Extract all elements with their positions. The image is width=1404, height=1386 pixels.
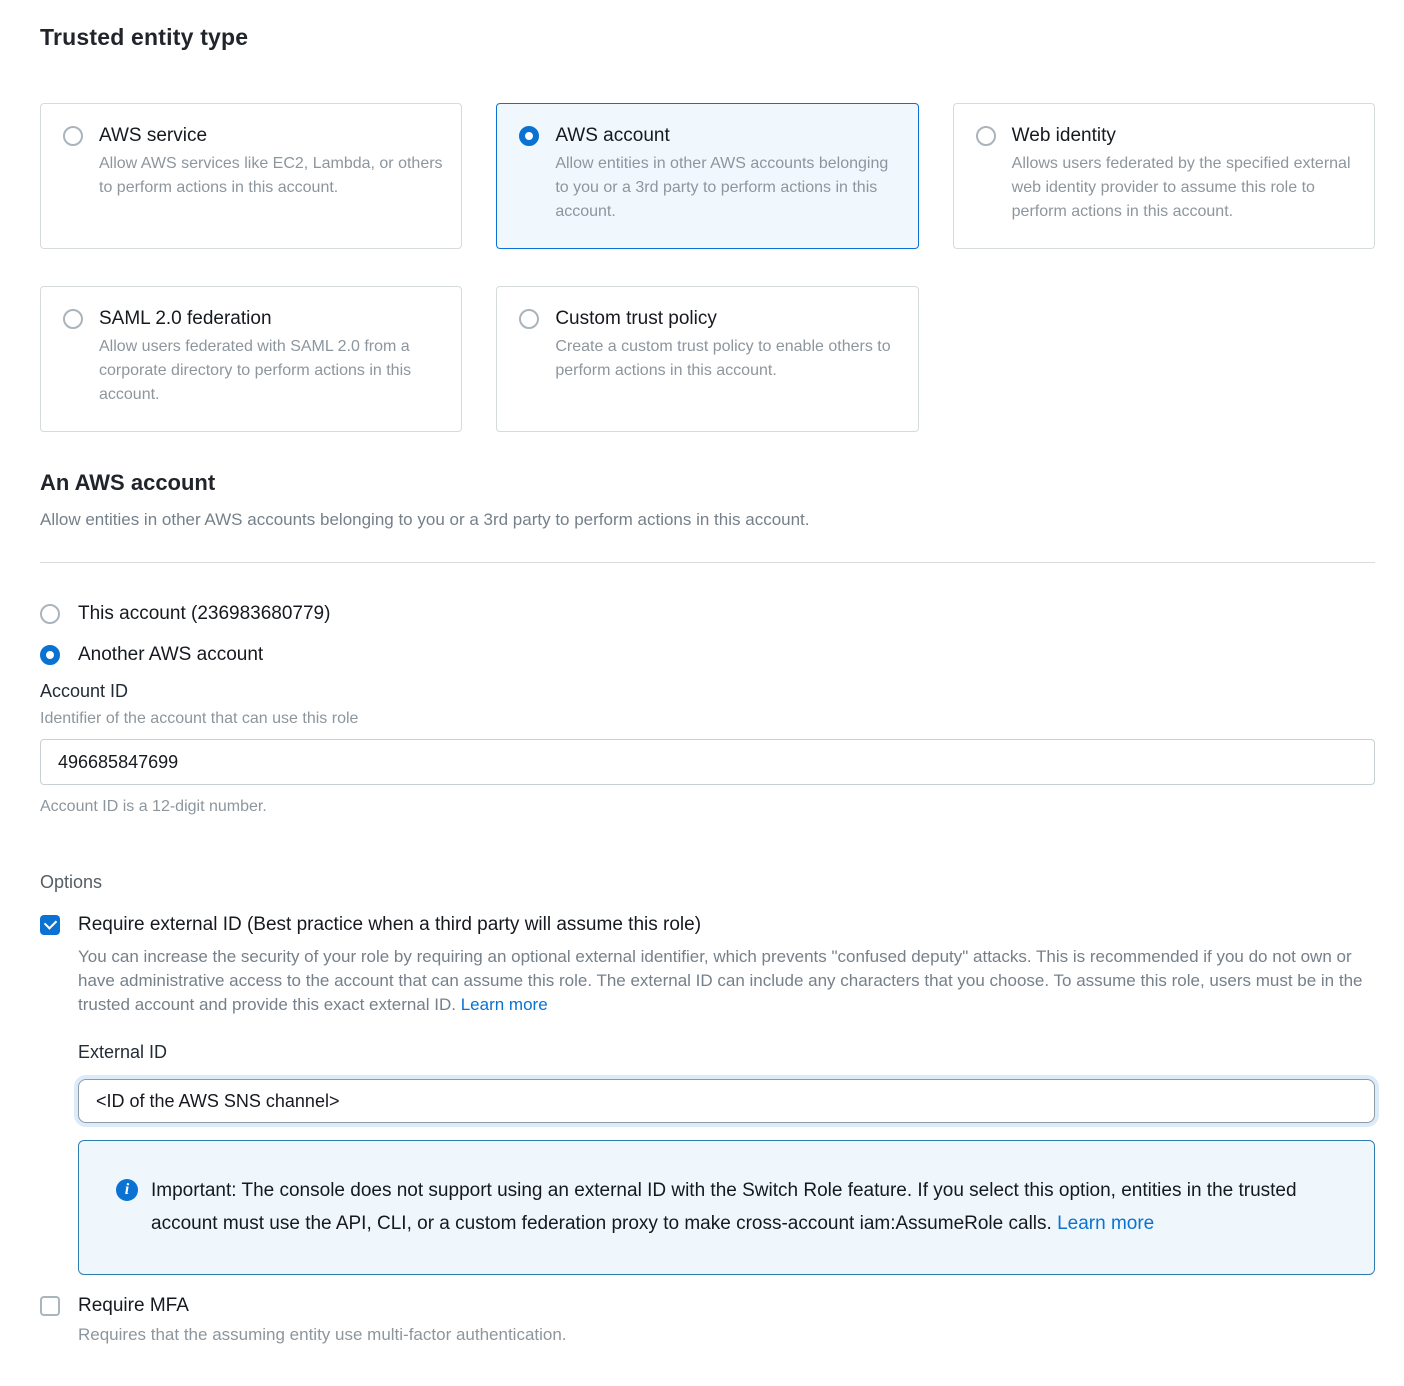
info-alert-learn-more-link[interactable]: Learn more [1057,1213,1155,1234]
account-id-hint: Identifier of the account that can use this role [40,710,359,727]
external-id-info-alert [78,1140,1375,1275]
entity-card-aws-service-body [99,126,443,200]
radio-this-account-label: This account (236983680779) [78,603,331,624]
entity-card-description: Allows users federated by the specified external web identity provider to assume this role to perform actions in this account. [1011,155,1351,220]
options-heading: Options [40,872,103,892]
entity-card-web-identity-body [1012,126,1356,224]
account-id-helper: Account ID is a 12-digit number. [40,798,267,815]
info-icon: i [116,1179,138,1201]
external-id-learn-more-link[interactable]: Learn more [460,995,548,1014]
entity-card-description: Create a custom trust policy to enable others to perform actions in this account. [555,338,891,379]
entity-card-aws-service[interactable] [40,103,462,249]
radio-aws-service-icon[interactable] [63,126,83,146]
account-id-field [40,681,1375,816]
external-id-description [78,945,1375,1017]
account-id-label: Account ID [40,681,129,701]
info-alert-message: Important: The console does not support using an external ID with the Switch Role feature. If you select this option, entities in the trusted account must use the API, CLI, or a custom federation proxy to make cross-account iam:AssumeRole calls. [151,1180,1297,1234]
radio-saml-federation-icon[interactable] [63,309,83,329]
require-external-id-row[interactable] [40,914,1375,936]
require-mfa-row[interactable] [40,1295,1375,1317]
require-mfa-description: Requires that the assuming entity use multi-factor authentication. [78,1325,567,1344]
trusted-entity-type-cards [40,103,1375,432]
entity-card-custom-trust-policy[interactable] [496,286,918,432]
radio-this-account-icon[interactable] [40,604,60,624]
account-choice-group [40,603,1375,666]
entity-card-aws-account[interactable] [496,103,918,249]
external-id-label: External ID [78,1042,168,1062]
radio-another-account-label: Another AWS account [78,644,264,665]
require-mfa-label: Require MFA [78,1295,189,1316]
external-id-input[interactable] [78,1079,1375,1123]
entity-card-web-identity[interactable] [953,103,1375,249]
account-id-input[interactable] [40,739,1375,785]
external-id-description-text: You can increase the security of your role by requiring an optional external identifier, which prevents "confused deputy" attacks. This is recommended if you do not own or have administrative access to the account that can assume this role. The external ID can include any characters that you choose. To assume this role, users must be in the trusted account and provide this exact external ID. [78,947,1363,1014]
entity-card-custom-trust-policy-body [555,309,899,383]
entity-card-description: Allow AWS services like EC2, Lambda, or others to perform actions in this account. [99,155,443,196]
entity-card-saml-federation[interactable] [40,286,462,432]
require-external-id-label: Require external ID (Best practice when a third party will assume this role) [78,914,702,935]
info-alert-text [151,1174,1334,1240]
section-title: An AWS account [40,470,216,495]
require-external-id-checkbox[interactable] [40,915,60,935]
require-mfa-checkbox[interactable] [40,1296,60,1316]
entity-card-title: AWS account [555,125,670,146]
entity-card-saml-federation-body [99,309,443,407]
radio-web-identity-icon[interactable] [976,126,996,146]
entity-card-aws-account-body [555,126,899,224]
entity-card-title: SAML 2.0 federation [99,308,272,329]
radio-aws-account-icon[interactable] [519,126,539,146]
section-description: Allow entities in other AWS accounts belonging to you or a 3rd party to perform actions in this account. [40,510,810,529]
entity-card-title: Custom trust policy [555,308,717,329]
radio-row-another-account[interactable] [40,644,1375,666]
page-title: Trusted entity type [40,24,249,50]
radio-another-account-icon[interactable] [40,645,60,665]
entity-card-title: Web identity [1011,125,1116,146]
entity-card-description: Allow users federated with SAML 2.0 from a corporate directory to perform actions in this account. [99,338,412,403]
radio-row-this-account[interactable] [40,603,1375,625]
entity-card-description: Allow entities in other AWS accounts belonging to you or a 3rd party to perform actions in this account. [555,155,889,220]
entity-card-title: AWS service [99,125,208,146]
radio-custom-trust-policy-icon[interactable] [519,309,539,329]
section-divider [40,562,1375,563]
